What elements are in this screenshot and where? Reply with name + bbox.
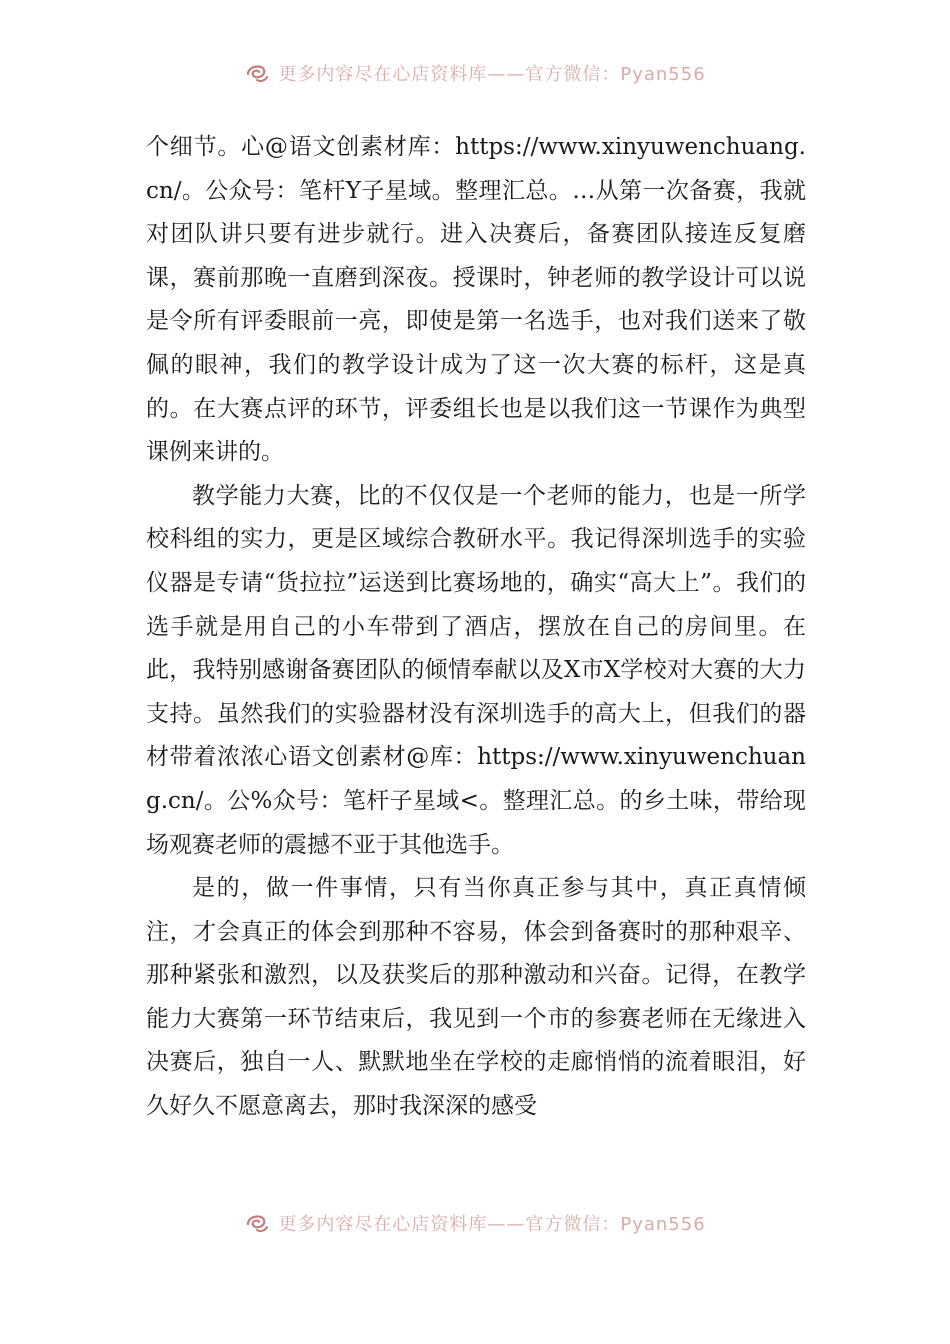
watermark-text: 更多内容尽在心店资料库——官方微信：Pyan556 <box>278 64 706 85</box>
footer-watermark <box>0 1208 950 1238</box>
paragraph-3: 是的，做一件事情，只有当你真正参与其中，真正真情倾注，才会真正的体会到那种不容易，体会到备赛时的那种艰辛、那种紧张和激烈，以及获奖后的那种激动和兴奋。记得，在教学能力大赛第一环节结束后，我见到一个市的参赛老师在无缘进入决赛后，独自一人、默默地坐在学校的走廊悄悄的流着眼泪，好久好久不愿意离去，那时我深深的感受 <box>146 875 806 1120</box>
paragraph-1: 个细节。心@语文创素材库：https://www.xinyuwenchuang.cn/。公众号：笔杆Y子星域。整理汇总。…从第一次备赛，我就对团队讲只要有进步就行。进入决赛后，备赛团队接连反复磨课，赛前那晚一直磨到深夜。授课时，钟老师的教学设计可以说是令所有评委眼前一亮，即使是第一名选手，也对我们送来了敬佩的眼神，我们的教学设计成为了这一次大赛的标杆，这是真的。在大赛点评的环节，评委组长也是以我们这一节课作为典型课例来讲的。 <box>146 134 806 466</box>
swirl-logo-icon <box>244 60 270 86</box>
watermark-text: 更多内容尽在心店资料库——官方微信：Pyan556 <box>278 1214 706 1235</box>
document-body <box>146 126 806 1129</box>
paragraph-2: 教学能力大赛，比的不仅仅是一个老师的能力，也是一所学校科组的实力，更是区域综合教研水平。我记得深圳选手的实验仪器是专请“货拉拉”运送到比赛场地的，确实“高大上”。我们的选手就是用自己的小车带到了酒店，摆放在自己的房间里。在此，我特别感谢备赛团队的倾情奉献以及X市X学校对大赛的大力支持。虽然我们的实验器材没有深圳选手的高大上，但我们的器材带着浓浓心语文创素材@库：https://www.xinyuwenchuang.cn/。公%众号：笔杆子星域<。整理汇总。的乡土味，带给现场观赛老师的震撼不亚于其他选手。 <box>146 482 806 858</box>
swirl-logo-icon <box>244 1210 270 1236</box>
header-watermark <box>0 58 950 88</box>
